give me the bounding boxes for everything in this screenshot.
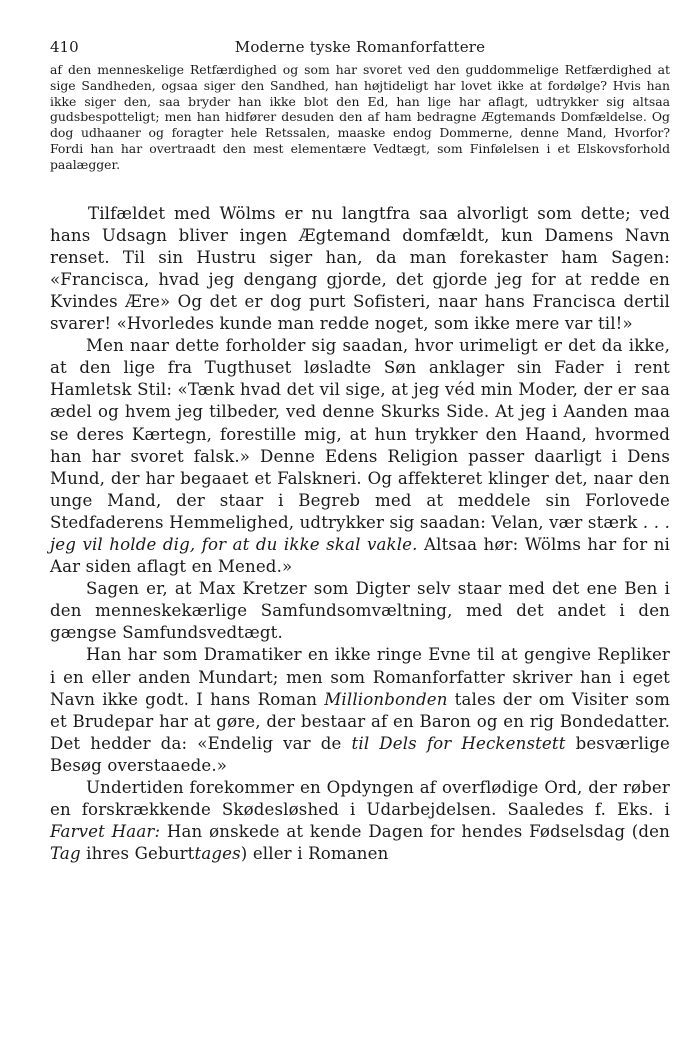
paragraph-5-text-b: Han ønskede at kende Dagen for hendes Fødselsdag (den (160, 822, 670, 842)
paragraph-4 (50, 644, 670, 777)
paragraph-2-italic-quote: . . . jeg vil holde dig, for at du ikke skal vakle. (50, 512, 671, 554)
paragraph-5-italic-tages: tages (194, 844, 241, 864)
paragraph-2 (50, 335, 670, 578)
novel-title-millionbonden: Millionbonden (324, 689, 448, 709)
novel-title-farvet-haar: Farvet Haar: (50, 822, 161, 842)
paragraph-3: Sagen er, at Max Kretzer som Digter selv staar med det ene Ben i den menneskekærlige Samfundsomvæltning, med det andet i den gængse Samfundsvedtægt. (50, 579, 670, 643)
paragraph-5 (50, 777, 670, 865)
paragraph-5-italic-tag: Tag (50, 844, 81, 864)
paragraph-2-text-b: Altsaa hør: Wölms har for ni Aar siden aflagt en Mened.» (50, 534, 670, 577)
body-text (50, 203, 670, 866)
paragraph-5-text-a: Undertiden forekommer en Opdyngen af overflødige Ord, der røber en forskrækkende Skødesløshed i Udarbejdelsen. Saaledes f. Eks. i (50, 778, 670, 820)
paragraph-4-text-a: Han har som Dramatiker en ikke ringe Evne til at gengive Repliker i en eller anden Mundart; men som Romanforfatter skriver han i eget Navn ikke godt. I hans Roman (50, 645, 670, 709)
footnote-paragraph: af den menneskelige Retfærdighed og som har svoret ved den guddommelige Retfærdighed at sige Sandheden, ogsaa siger den Sandhed, han højtideligt har lovet ikke at fordølge? Hvis han ikke siger den, saa bryder han ikke blot den Ed, han lige har aflagt, udtrykker sig altsaa gudsbespotteligt; men han hidfører desuden den af ham bedragne Ægtemands Domfældelse. Og dog udhaaner og foragter hele Retssalen, maaske endog Dommerne, denne Mand, Hvorfor? Fordi han har overtraadt den mest elementære Vedtægt, som Finfølelsen i et Elskovsforhold paalægger. (50, 62, 670, 172)
paragraph-4-italic-phrase: til Dels for Heckenstett (351, 733, 566, 753)
page-header (50, 38, 670, 62)
page-number: 410 (50, 38, 79, 56)
paragraph-5-text-c: ihres Geburt (80, 844, 195, 864)
paragraph-2-text-a: Men naar dette forholder sig saadan, hvor urimeligt er det da ikke, at den lige fra Tugthuset løsladte Søn anklager sin Fader i rent Hamletsk Stil: «Tænk hvad det vil sige, at jeg véd min Moder, der er saa ædel og hvem jeg tilbeder, ved denne Skurks Side. At jeg i Aanden maa se deres Kærtegn, forestille mig, at hun trykker den Haand, hvormed han har svoret falsk.» Denne Edens Religion passer daarligt i Dens Mund, der har begaaet et Falskneri. Og affekteret klinger det, naar den unge Mand, der staar i Begreb med at meddele sin Forlovede Stedfaderens Hemmelighed, udtrykker sig saadan: Velan, vær stærk (50, 336, 670, 532)
paragraph-4-text-b: tales der om Visiter som et Brudepar har at gøre, der bestaar af en Baron og en rig Bondedatter. Det hedder da: «Endelig var de (50, 689, 670, 753)
paragraph-4-text-c: besværlige Besøg overstaaede.» (50, 733, 670, 775)
paragraph-5-text-d: ) eller i Romanen (240, 844, 389, 864)
paragraph-1: Tilfældet med Wölms er nu langtfra saa alvorligt som dette; ved hans Udsagn bliver ingen Ægtemand domfældt, kun Damens Navn renset. Til sin Hustru siger han, da man forekaster ham Sagen: «Francisca, hvad jeg dengang gjorde, det gjorde jeg for at redde en Kvindes Ære» Og det er dog purt Sofisteri, naar hans Francisca dertil svarer! «Hvorledes kunde man redde noget, som ikke mere var til!» (50, 203, 670, 334)
running-title: Moderne tyske Romanforfattere (234, 38, 486, 56)
book-page (50, 38, 670, 865)
